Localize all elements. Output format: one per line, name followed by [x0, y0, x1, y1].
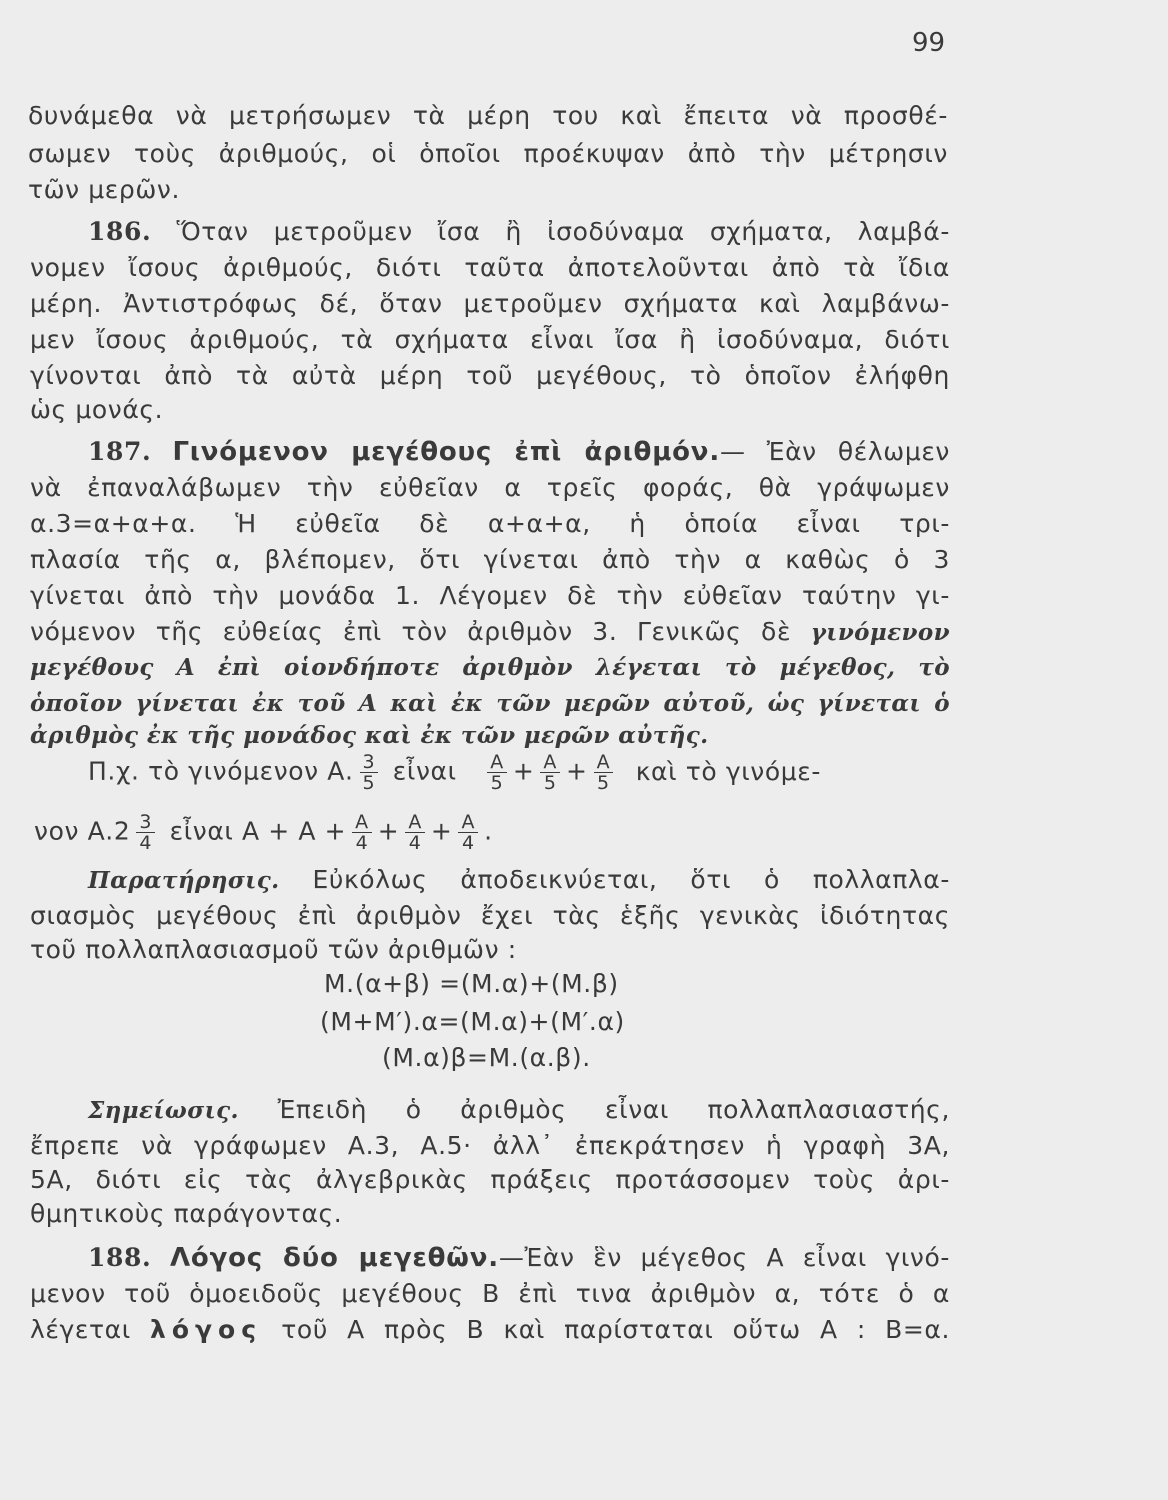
- definition-italic-text: ὁποῖον γίνεται ἐκ τοῦ Α καὶ ἐκ τῶν μερῶν αὐτοῦ, ὡς γίνεται ὁ: [30, 690, 950, 717]
- fraction: [352, 812, 372, 853]
- definition-italic-text: ἀριθμὸς ἐκ τῆς μονάδος καὶ ἐκ τῶν μερῶν αὐτῆς.: [30, 722, 709, 749]
- text-run: τοῦ Α πρὸς Β καὶ παρίσταται οὕτω Α : Β=α.: [281, 1315, 951, 1344]
- page-number: 99: [912, 28, 946, 58]
- text-line: 5Α, διότι εἰς τὰς ἀλγεβρικὰς πράξεις προτάσσομεν τοὺς ἀρι-: [30, 1165, 950, 1194]
- example-line-2: [34, 812, 493, 853]
- text-line: γίνεται ἀπὸ τὴν μονάδα 1. Λέγομεν δὲ τὴν εὐθεῖαν ταύτην γι-: [30, 581, 950, 610]
- text-run: εἶναι: [392, 756, 457, 786]
- text-line: μεν ἴσους ἀριθμούς, τὰ σχήματα εἶναι ἴσα ἢ ἰσοδύναμα, διότι: [30, 325, 950, 354]
- remark-first-line: [88, 862, 950, 899]
- text-line: τῶν μερῶν.: [28, 175, 181, 204]
- fraction: [136, 812, 155, 853]
- fraction-denominator: 5: [597, 772, 610, 794]
- fraction: [458, 812, 478, 853]
- text-run: καὶ τὸ γινόμε-: [635, 756, 821, 786]
- defined-term: λόγος: [150, 1315, 263, 1344]
- formula: (Μ.α)β=Μ.(α.β).: [382, 1043, 591, 1072]
- text-line: σωμεν τοὺς ἀριθμούς, οἱ ὁποῖοι προέκυψαν ἀπὸ τὴν μέτρησιν: [28, 139, 948, 168]
- fraction-denominator: 5: [543, 772, 557, 794]
- text-line: μέρη. Ἀντιστρόφως δέ, ὅταν μετροῦμεν σχήματα καὶ λαμβάνω-: [30, 289, 950, 318]
- text-run: .: [484, 816, 493, 846]
- text-line-mixed: [30, 1312, 950, 1348]
- text-line: — Ἐὰν θέλωμεν: [720, 437, 951, 466]
- fraction-denominator: 5: [490, 772, 504, 794]
- formula: (Μ+Μ′).α=(Μ.α)+(Μ′.α): [320, 1007, 625, 1036]
- text-line-mixed: [30, 614, 950, 651]
- fraction-numerator: Α: [352, 812, 372, 833]
- plus-sign: +: [566, 756, 588, 786]
- section-188-first-line: [88, 1240, 950, 1276]
- fraction-numerator: Α: [458, 812, 478, 833]
- section-187-first-line: [88, 434, 950, 470]
- text-line: νομεν ἴσους ἀριθμούς, διότι ταῦτα ἀποτελοῦνται ἀπὸ τὰ ἴδια: [30, 253, 950, 282]
- fraction-numerator: 3: [136, 812, 155, 833]
- text-line: δυνάμεθα νὰ μετρήσωμεν τὰ μέρη του καὶ ἔπειτα νὰ προσθέ-: [28, 101, 948, 130]
- section-number: 188.: [88, 1243, 152, 1272]
- text-run: νόμενον τῆς εὐθείας ἐπὶ τὸν ἀριθμὸν 3. Γενικῶς δὲ: [30, 617, 811, 646]
- fraction: [360, 752, 379, 793]
- text-run: Π.χ. τὸ γινόμενον Α.: [88, 756, 354, 786]
- fraction-denominator: 4: [408, 832, 422, 854]
- fraction-numerator: Α: [487, 752, 507, 773]
- text-run: νον Α.2: [34, 816, 131, 846]
- text-line: ὡς μονάς.: [30, 395, 164, 424]
- section-heading: Γινόμενον μεγέθους ἐπὶ ἀριθμόν.: [172, 437, 720, 467]
- fraction-denominator: 4: [139, 832, 153, 854]
- fraction-denominator: 5: [362, 772, 376, 794]
- plus-sign: +: [512, 756, 535, 786]
- text-line: σιασμὸς μεγέθους ἐπὶ ἀριθμὸν ἔχει τὰς ἑξῆς γενικὰς ἰδιότητας: [30, 901, 950, 930]
- definition-italic-text: γινόμενον: [810, 619, 950, 646]
- example-line-1: [88, 752, 821, 793]
- text-line: μενον τοῦ ὁμοειδοῦς μεγέθους Β ἐπὶ τινα ἀριθμὸν α, τότε ὁ α: [30, 1279, 950, 1308]
- section-number: 186.: [88, 217, 152, 246]
- text-line: πλασία τῆς α, βλέπομεν, ὅτι γίνεται ἀπὸ τὴν α καθὼς ὁ 3: [30, 545, 950, 574]
- fraction: [405, 812, 425, 853]
- text-run: εἶναι Α + Α +: [169, 816, 347, 846]
- text-line: γίνονται ἀπὸ τὰ αὐτὰ μέρη τοῦ μεγέθους, τὸ ὁποῖον ἐλήφθη: [30, 361, 950, 390]
- fraction: [487, 752, 507, 793]
- definition-italic-text: μεγέθους Α ἐπὶ οἱονδήποτε ἀριθμὸν λέγεται τὸ μέγεθος, τὸ: [30, 654, 950, 681]
- fraction-numerator: Α: [540, 752, 560, 773]
- fraction-numerator: 3: [360, 752, 379, 773]
- fraction-denominator: 4: [461, 832, 475, 854]
- remark-label: Παρατήρησις.: [88, 867, 280, 894]
- fraction: [540, 752, 560, 793]
- section-186-first-line: [88, 214, 950, 250]
- text-run: λέγεται: [30, 1315, 131, 1344]
- text-line: Ὅταν μετροῦμεν ἴσα ἢ ἰσοδύναμα σχήματα, λαμβά-: [176, 217, 951, 246]
- note-first-line: [88, 1092, 950, 1129]
- text-line: νὰ ἐπαναλάβωμεν τὴν εὐθεῖαν α τρεῖς φοράς, θὰ γράψωμεν: [30, 473, 950, 502]
- plus-sign: +: [377, 816, 400, 846]
- section-number: 187.: [88, 437, 152, 466]
- fraction-numerator: Α: [594, 752, 614, 773]
- fraction: [594, 752, 614, 793]
- text-line: τοῦ πολλαπλασιασμοῦ τῶν ἀριθμῶν :: [30, 935, 517, 964]
- text-line: ἔπρεπε νὰ γράφωμεν Α.3, Α.5· ἀλλ᾽ ἐπεκράτησεν ἡ γραφὴ 3Α,: [30, 1131, 950, 1160]
- section-heading: Λόγος δύο μεγεθῶν.: [170, 1243, 499, 1273]
- note-label: Σημείωσις.: [88, 1097, 239, 1124]
- formula: Μ.(α+β) =(Μ.α)+(Μ.β): [324, 969, 619, 998]
- text-line: θμητικοὺς παράγοντας.: [30, 1199, 343, 1228]
- plus-sign: +: [430, 816, 453, 846]
- text-line: α.3=α+α+α. Ἡ εὐθεῖα δὲ α+α+α, ἡ ὁποία εἶναι τρι-: [30, 509, 950, 538]
- text-run: —Ἐὰν ἓν μέγεθος Α εἶναι γινό-: [498, 1243, 951, 1272]
- text-run: Ἐπειδὴ ὁ ἀριθμὸς εἶναι πολλαπλασιαστής,: [277, 1095, 950, 1124]
- fraction-numerator: Α: [405, 812, 425, 833]
- text-run: Εὐκόλως ἀποδεικνύεται, ὅτι ὁ πολλαπλα-: [312, 865, 951, 894]
- fraction-denominator: 4: [355, 832, 369, 854]
